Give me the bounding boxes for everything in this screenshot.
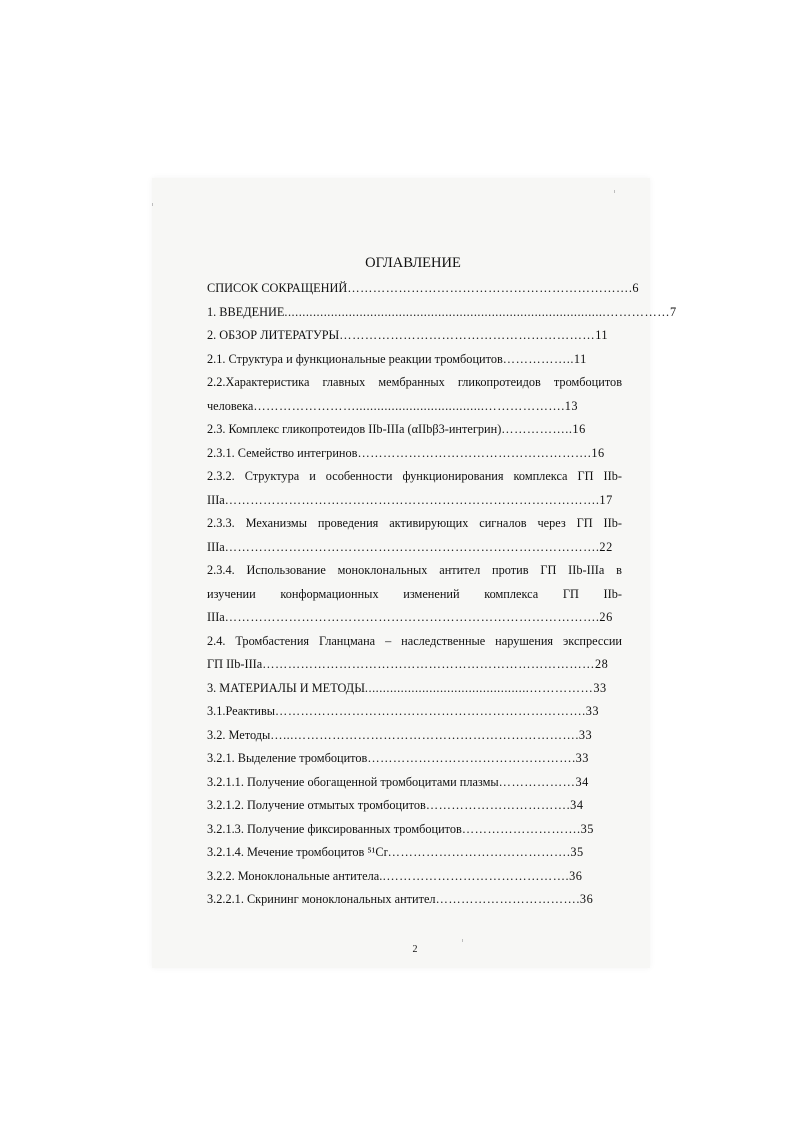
toc-entry: IIIa …………………………………………………………………………….17: [207, 493, 613, 507]
toc-entry: ГП IIb-IIIa ……………………………………………………………………28: [207, 657, 609, 671]
toc-entry: 3.1.Реактивы ……………………………………………………………….33: [207, 704, 600, 718]
toc-entry: IIIa …………………………………………………………………………….26: [207, 610, 613, 624]
toc-entry: 3.2.2. Моноклональные антитела ..…………………………………….36: [207, 869, 583, 883]
toc-entry: человека ……………………....................................……………….13: [207, 399, 579, 413]
scan-speck: [614, 190, 615, 193]
toc-entry: 3.2.1.4. Мечение тромбоцитов ⁵¹Cr …………………………………….35: [207, 845, 584, 859]
toc-entry: 3.2.1.3. Получение фиксированных тромбоцитов ……………………….35: [207, 822, 594, 836]
toc-entry: 3.2.1. Выделение тромбоцитов ………………………………………….33: [207, 751, 589, 765]
toc-entry: 3.2.1.2. Получение отмытых тромбоцитов …………………………….34: [207, 798, 584, 812]
toc-entry: 3.2.1.1. Получение обогащенной тромбоцитами плазмы ………………34: [207, 775, 589, 789]
toc-entry: 2.3.2. Структура и особенности функционирования комплекса ГП IIb-: [207, 469, 622, 483]
toc-entry: 2.3.1. Семейство интегринов ……………………………………………….16: [207, 446, 605, 460]
toc-entry: изучении конформационных изменений комплекса ГП IIb-: [207, 587, 622, 601]
toc-entry: 3.2.2.1. Скрининг моноклональных антител …………………………….36: [207, 892, 594, 906]
toc-entry: 2. ОБЗОР ЛИТЕРАТУРЫ ……………………………………………………11: [207, 328, 609, 342]
toc-heading: ОГЛАВЛЕНИЕ: [365, 255, 461, 271]
toc-entry: 2.3.3. Механизмы проведения активирующих сигналов через ГП IIb-: [207, 516, 622, 530]
toc-entry: 2.3. Комплекс гликопротеидов IIb-IIIa (αIIbβ3-интегрин) ……………..16: [207, 422, 586, 436]
toc-entry: 3.2. Методы …...………………………………………………………….33: [207, 728, 593, 742]
page-number: 2: [412, 944, 418, 955]
toc-entry: 3. МАТЕРИАЛЫ И МЕТОДЫ ..............................................……………33: [207, 681, 607, 695]
scan-speck: [152, 203, 153, 206]
toc-entry: IIIa …………………………………………………………………………….22: [207, 540, 613, 554]
scan-speck: [462, 939, 463, 942]
toc-entry: 2.2.Характеристика главных мембранных гликопротеидов тромбоцитов: [207, 375, 622, 389]
toc-entry: 1. ВВЕДЕНИЕ ..........................................................................................……………7: [207, 305, 677, 319]
toc-entry: 2.1. Структура и функциональные реакции тромбоцитов ……………..11: [207, 352, 587, 366]
toc-entry: 2.4. Тромбастения Гланцмана – наследственные нарушения экспрессии: [207, 634, 622, 648]
toc-entry: 2.3.4. Использование моноклональных антител против ГП IIb-IIIa в: [207, 563, 622, 577]
toc-entry: СПИСОК СОКРАЩЕНИЙ ………………………………………………………….6: [207, 281, 640, 295]
